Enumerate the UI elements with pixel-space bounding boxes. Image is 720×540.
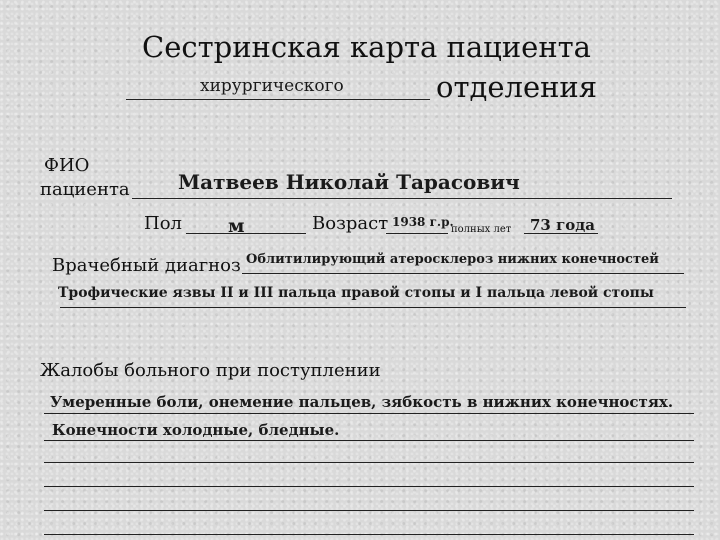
sex-label: Пол	[144, 213, 182, 234]
birth-underline	[386, 233, 448, 234]
diagnosis-underline-1	[242, 273, 684, 274]
age-label: Возраст	[312, 213, 389, 234]
sex-value: м	[228, 215, 245, 237]
department-value: хирургического	[200, 76, 344, 96]
diagnosis-value-1: Облитилирующий атеросклероз нижних конечностей	[246, 252, 659, 267]
blank-line-2	[44, 486, 694, 487]
diagnosis-value-2: Трофические язвы II и III пальца правой стопы и I пальца левой стопы	[58, 285, 654, 301]
blank-line-1	[44, 462, 694, 463]
complaints-value-1: Умеренные боли, онемение пальцев, зябкость в нижних конечностях.	[50, 393, 674, 411]
fio-label: ФИО	[44, 155, 90, 176]
department-underline	[126, 99, 430, 100]
complaints-value-2: Конечности холодные, бледные.	[52, 421, 340, 439]
birth-value: 1938 г.р.	[392, 215, 454, 229]
complaints-underline-1	[44, 413, 694, 414]
complaints-label: Жалобы больного при поступлении	[40, 360, 381, 381]
fio-label-patient: пациента	[40, 179, 130, 200]
blank-line-4	[44, 534, 694, 535]
card-title: Сестринская карта пациента	[142, 30, 591, 64]
blank-line-3	[44, 510, 694, 511]
fio-value: Матвеев Николай Тарасович	[178, 170, 520, 194]
diagnosis-underline-2	[60, 307, 686, 308]
diagnosis-label: Врачебный диагноз	[52, 255, 241, 276]
years-label: полных лет	[451, 224, 512, 235]
years-value: 73 года	[530, 216, 596, 234]
department-suffix: отделения	[436, 70, 598, 104]
complaints-underline-2	[44, 440, 694, 441]
sex-underline	[186, 233, 306, 234]
fio-underline	[132, 198, 672, 199]
